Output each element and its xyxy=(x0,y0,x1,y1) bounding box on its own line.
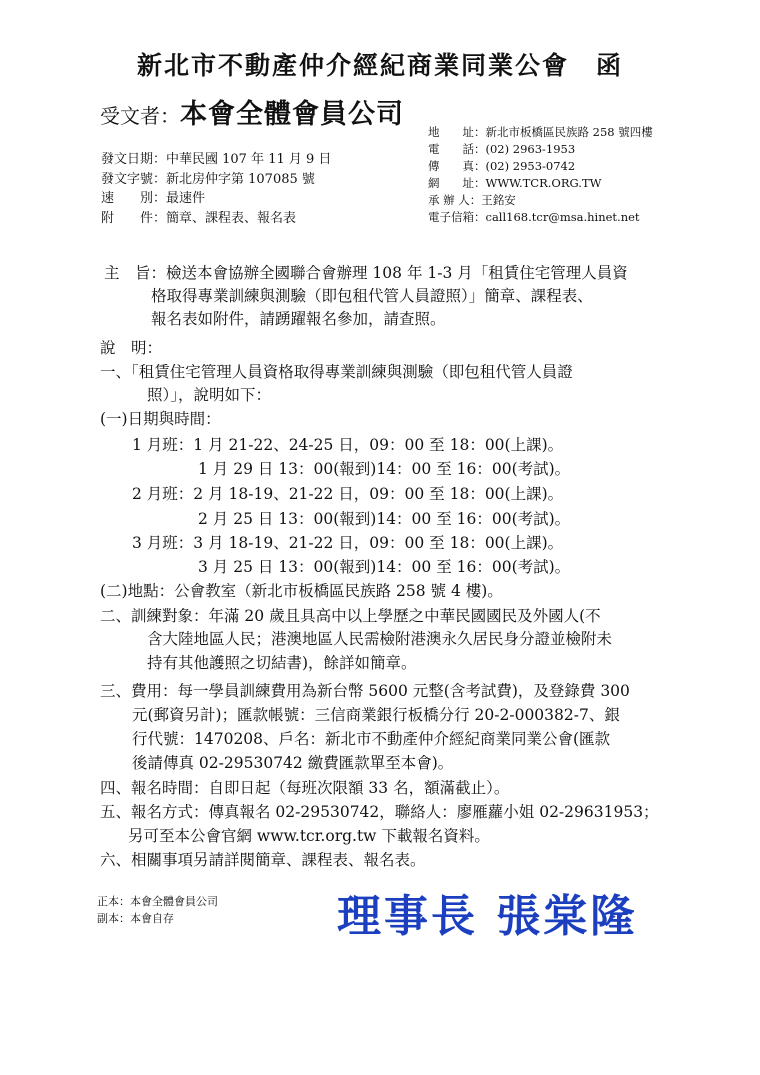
recipient-label: 受文者： xyxy=(100,104,180,128)
contact-phone: 電 話：(02) 2963-1953 xyxy=(428,142,576,156)
document-number: 發文字號：新北房仲字第 107085 號 xyxy=(101,171,315,187)
schedule-jan-exam: 1 月 29 日 13：00(報到)14：00 至 16：00(考試)。 xyxy=(198,460,571,478)
item-1-cont: 照）」，說明如下： xyxy=(147,386,272,404)
document-meta xyxy=(101,150,331,228)
contact-person: 承 辦 人：王銘安 xyxy=(428,193,516,207)
item-2-cont: 持有其他護照之切結書)，餘詳如簡章。 xyxy=(147,654,417,672)
chairman-signature-stamp: 理事長 張棠隆 xyxy=(337,891,638,942)
item-3: 三、費用：每一學員訓練費用為新台幣 5600 元整(含考試費)，及登錄費 300 xyxy=(100,682,630,700)
item-6: 六、相關事項另請詳閱簡章、課程表、報名表。 xyxy=(100,851,426,869)
item-3-cont: 元(郵資另計)；匯款帳號：三信商業銀行板橋分行 20-2-000382-7、銀 xyxy=(132,706,620,724)
contact-fax: 傳 真：(02) 2953-0742 xyxy=(428,159,576,173)
subject-line: 格取得專業訓練與測驗（即包租代管人員證照）」簡章、課程表、 xyxy=(151,287,593,305)
item-2-cont: 含大陸地區人民；港澳地區人民需檢附港澳永久居民身分證並檢附未 xyxy=(147,630,613,648)
recipient xyxy=(100,92,404,131)
item-2: 二、訓練對象：年滿 20 歲且具高中以上學歷之中華民國國民及外國人(不 xyxy=(100,607,601,625)
sub-item-location: (二)地點：公會教室（新北市板橋區民族路 258 號 4 樓)。 xyxy=(100,582,503,600)
contact-block xyxy=(428,124,653,226)
contact-email: 電子信箱：call168.tcr@msa.hinet.net xyxy=(428,210,640,224)
schedule-feb-exam: 2 月 25 日 13：00(報到)14：00 至 16：00(考試)。 xyxy=(198,510,571,528)
sub-item-dates: (一)日期與時間： xyxy=(100,410,221,428)
urgency: 速 別：最速件 xyxy=(101,191,206,206)
attachments: 附 件：簡章、課程表、報名表 xyxy=(101,210,297,226)
item-5-cont: 另可至本公會官網 www.tcr.org.tw 下載報名資料。 xyxy=(128,827,490,845)
schedule-mar-class: 3 月班：3 月 18-19、21-22 日，09：00 至 18：00(上課)。 xyxy=(132,534,564,552)
subject-line: 主 旨：檢送本會協辦全國聯合會辦理 108 年 1-3 月「租賃住宅管理人員資 xyxy=(104,264,628,282)
item-3-cont: 行代號：1470208、戶名：新北市不動產仲介經紀商業同業公會(匯款 xyxy=(132,730,611,748)
schedule-feb-class: 2 月班：2 月 18-19、21-22 日，09：00 至 18：00(上課)。 xyxy=(132,485,564,503)
distribution-list xyxy=(97,893,218,927)
contact-address: 地 址：新北市板橋區民族路 258 號四樓 xyxy=(428,125,653,139)
item-4: 四、報名時間：自即日起（每班次限額 33 名，額滿截止）。 xyxy=(100,779,510,797)
copy-recipient: 副本：本會自存 xyxy=(97,912,174,925)
issue-date: 發文日期：中華民國 107 年 11 月 9 日 xyxy=(101,152,332,167)
recipient-name: 本會全體會員公司 xyxy=(180,99,404,130)
subject-line: 報名表如附件，請踴躍報名參加，請查照。 xyxy=(151,310,446,328)
schedule-jan-class: 1 月班：1 月 21-22、24-25 日，09：00 至 18：00(上課)。 xyxy=(132,436,564,454)
item-5: 五、報名方式：傳真報名 02-29530742，聯絡人：廖雁蘿小姐 02-29631953； xyxy=(100,803,659,821)
schedule-mar-exam: 3 月 25 日 13：00(報到)14：00 至 16：00(考試)。 xyxy=(198,558,571,576)
explain-label: 說 明： xyxy=(100,339,163,357)
item-3-cont: 後請傳真 02-29530742 繳費匯款單至本會)。 xyxy=(132,754,454,772)
item-1: 一、「租賃住宅管理人員資格取得專業訓練與測驗（即包租代管人員證 xyxy=(100,363,573,381)
original-recipient: 正本：本會全體會員公司 xyxy=(97,895,218,908)
letter-title: 新北市不動產仲介經紀商業同業公會 函 xyxy=(136,51,623,80)
contact-website: 網 址：WWW.TCR.ORG.TW xyxy=(428,176,602,190)
